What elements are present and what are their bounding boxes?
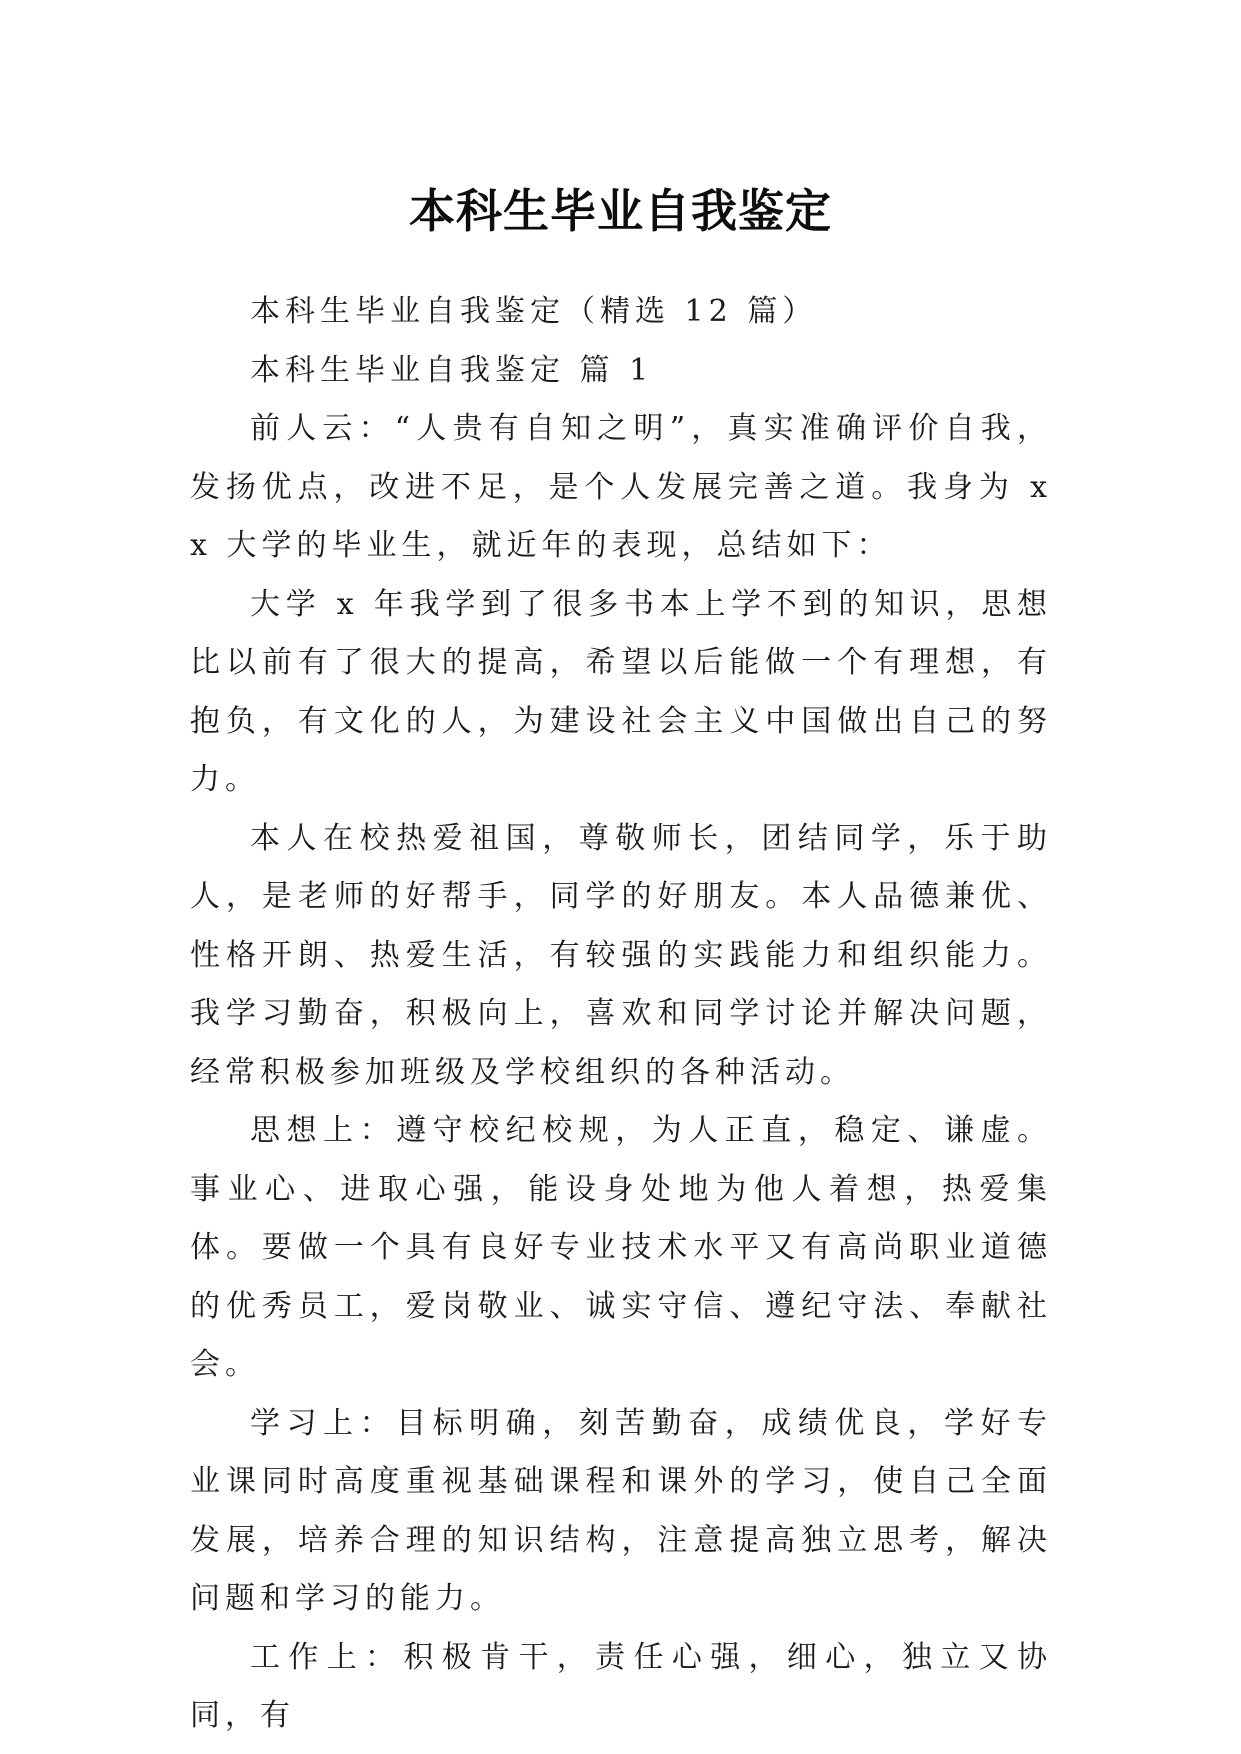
body-paragraph: 前人云：“人贵有自知之明”，真实准确评价自我，发扬优点，改进不足，是个人发展完善之道。我身为 xx 大学的毕业生，就近年的表现，总结如下：	[190, 411, 1052, 563]
body-paragraph: 本人在校热爱祖国，尊敬师长，团结同学，乐于助人，是老师的好帮手，同学的好朋友。本人品德兼优、性格开朗、热爱生活，有较强的实践能力和组织能力。我学习勤奋，积极向上，喜欢和同学讨论并解决问题，经常积极参加班级及学校组织的各种活动。	[190, 820, 1052, 1090]
body-paragraph: 大学 x 年我学到了很多书本上学不到的知识，思想比以前有了很大的提高，希望以后能做一个有理想，有抱负，有文化的人，为建设社会主义中国做出自己的努力。	[190, 586, 1052, 797]
section-heading: 本科生毕业自我鉴定 篇 1	[250, 352, 654, 388]
body-paragraph: 思想上：遵守校纪校规，为人正直，稳定、谦虚。事业心、进取心强，能设身处地为他人着想，热爱集体。要做一个具有良好专业技术水平又有高尚职业道德的优秀员工，爱岗敬业、诚实守信、遵纪守法、奉献社会。	[190, 1113, 1052, 1382]
subtitle-paragraph: 本科生毕业自我鉴定（精选 12 篇）	[250, 294, 818, 329]
body-paragraph: 学习上：目标明确，刻苦勤奋，成绩优良，学好专业课同时高度重视基础课程和课外的学习，使自己全面发展，培养合理的知识结构，注意提高独立思考，解决问题和学习的能力。	[190, 1405, 1052, 1616]
body-paragraph: 工作上：积极肯干，责任心强，细心，独立又协同，有	[190, 1639, 1052, 1733]
document-title: 本科生毕业自我鉴定	[409, 183, 832, 238]
document-body	[190, 283, 1052, 1746]
